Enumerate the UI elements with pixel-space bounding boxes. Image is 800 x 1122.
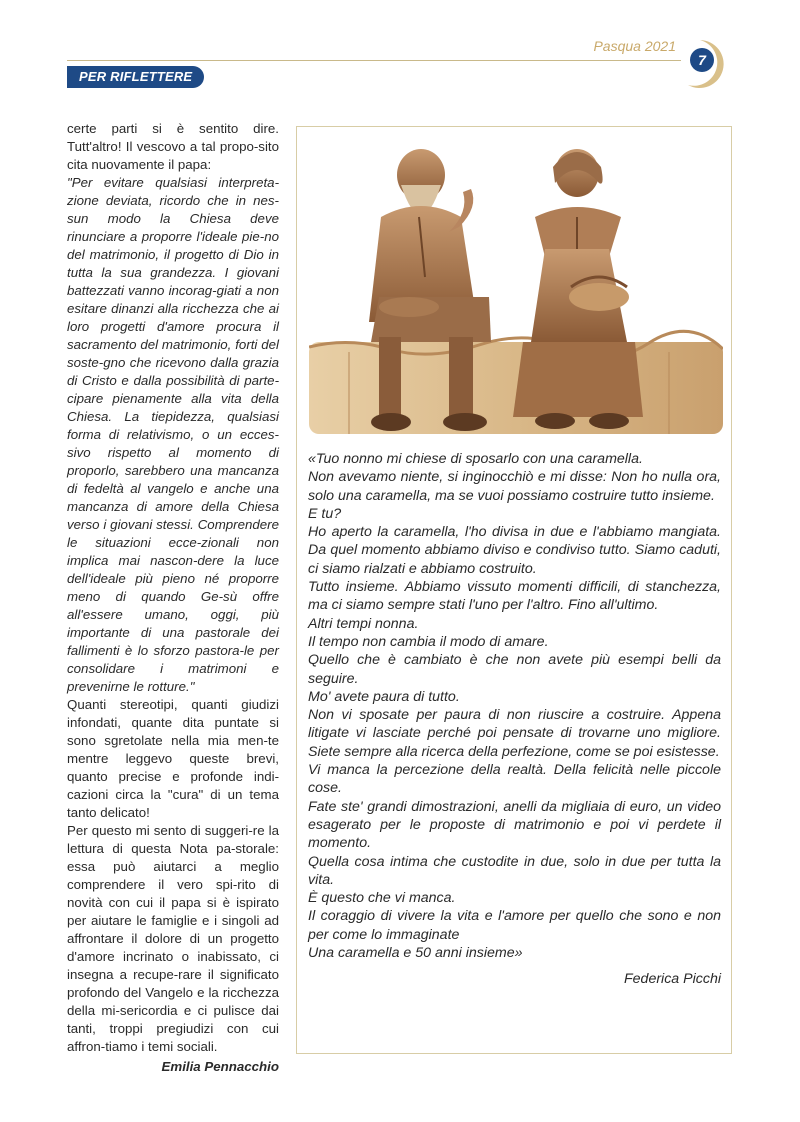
poem-line: Vi manca la percezione della realtà. Della felicità nelle piccole cose. bbox=[308, 762, 721, 797]
poem-line: E tu? bbox=[308, 505, 342, 522]
poem-line: Fate ste' grandi dimostrazioni, anelli da migliaia di euro, un video esagerato per le proposte di matrimonio e poi vi perdete il momento. bbox=[308, 798, 721, 852]
poem-line: Il coraggio di vivere la vita e l'amore per quello che sono e non per come lo immaginate bbox=[308, 908, 721, 943]
header-rule bbox=[67, 60, 681, 61]
poem-line: Quello che è cambiato è che non avete più esempi belli da seguire. bbox=[308, 652, 721, 687]
paragraph-intro: certe parti si è sentito dire. Tutt'altro! Il vescovo a tal propo-sito cita nuovamente il papa: bbox=[67, 121, 279, 172]
poem-line: Mo' avete paura di tutto. bbox=[308, 688, 460, 705]
poem-line: Non avevamo niente, si inginocchiò e mi disse: Non ho nulla ora, solo una caramella, ma se vuoi possiamo costruire tutto insieme. bbox=[308, 469, 721, 504]
poem-line: Quella cosa intima che custodite in due, solo in due per tutta la vita. bbox=[308, 853, 721, 888]
poem-line: Non vi sposate per paura di non riuscire a costruire. Appena litigate vi lasciate perché poi pensate di trovarne uno migliore. Siete sempre alla ricerca della perfezione, come se poi esistesse. bbox=[308, 707, 721, 760]
page-number: 7 bbox=[690, 48, 714, 72]
grandmother-figure bbox=[513, 149, 643, 429]
poem-line: Altri tempi nonna. bbox=[308, 615, 419, 632]
article-left-column bbox=[67, 120, 279, 1076]
poem-line: Il tempo non cambia il modo di amare. bbox=[308, 633, 549, 650]
poem-text bbox=[308, 450, 721, 989]
poem-line: Ho aperto la caramella, l'ho divisa in due e l'abbiamo mangiata. Da quel momento abbiamo diviso e condiviso tutto. Siamo caduti, ci siamo rialzati e abbiamo costruito. bbox=[308, 524, 721, 577]
paragraph-reflection: Quanti stereotipi, quanti giudizi infondati, quante dita puntate si sono sgretolate nella mia men-te mentre leggevo queste brevi, quanto precise e profonde indi-cazioni circa la "cura" di un tema tanto delicato! bbox=[67, 697, 279, 820]
poem-line: Una caramella e 50 anni insieme» bbox=[308, 945, 523, 962]
couple-figurine-photo bbox=[309, 137, 723, 437]
pope-quote: "Per evitare qualsiasi interpreta-zione deviata, ricordo che in nes-sun modo la Chiesa deve rinunciare a proporre l'ideale pie-no del matrimonio, il progetto di Dio in tutta la sua grandezza. I giovani battezzati vanno incorag-giati a non esitare dinanzi alla ricchezza che ai loro progetti d'amore procura il sacramento del matrimonio, forti del soste-gno che ricevono dalla grazia di Cristo e dalla possibilità di parte-cipare pienamente alla vita della Chiesa. La tiepidezza, qualsiasi forma di relativismo, o un ecces-sivo rispetto al momento di proporlo, sarebbero una mancanza di fedeltà al vangelo e anche una mancanza di amore della Chiesa verso i giovani stessi. Comprendere le situazioni ecce-zionali non implica mai nascon-dere la luce dell'ideale più pieno né proporre meno di quando Ge-sù offre all'essere umano, oggi, più importante di una pastorale dei fallimenti è lo sforzo pastora-le per consolidare i matrimoni e prevenirne le rotture." bbox=[67, 175, 279, 694]
poem-line: «Tuo nonno mi chiese di sposarlo con una caramella. bbox=[308, 451, 643, 467]
poem-line: È questo che vi manca. bbox=[308, 890, 456, 907]
section-tag: PER RIFLETTERE bbox=[67, 66, 204, 88]
poem-line: Tutto insieme. Abbiamo vissuto momenti difficili, di stanchezza, ma ci siamo sempre stati l'uno per l'altro. Fino all'ultimo. bbox=[308, 579, 721, 614]
issue-label: Pasqua 2021 bbox=[593, 38, 676, 54]
poem-author: Federica Picchi bbox=[624, 971, 721, 988]
author-signature: Emilia Pennacchio bbox=[161, 1059, 279, 1074]
paragraph-suggestion: Per questo mi sento di suggeri-re la lettura di questa Nota pa-storale: essa può aiutarci a meglio comprendere il vero spi-rito di novità con cui il papa si è ispirato per aiutare le famiglie e i singoli ad affrontare il dolore di un progetto d'amore incrinato o inabissato, ci insegna a recupe-rare il significato profondo del Vangelo e la ricchezza della mi-sericordia e ci pulisce dai tanti, troppi pregiudizi con cui affron-tiamo i temi sociali. bbox=[67, 823, 279, 1054]
